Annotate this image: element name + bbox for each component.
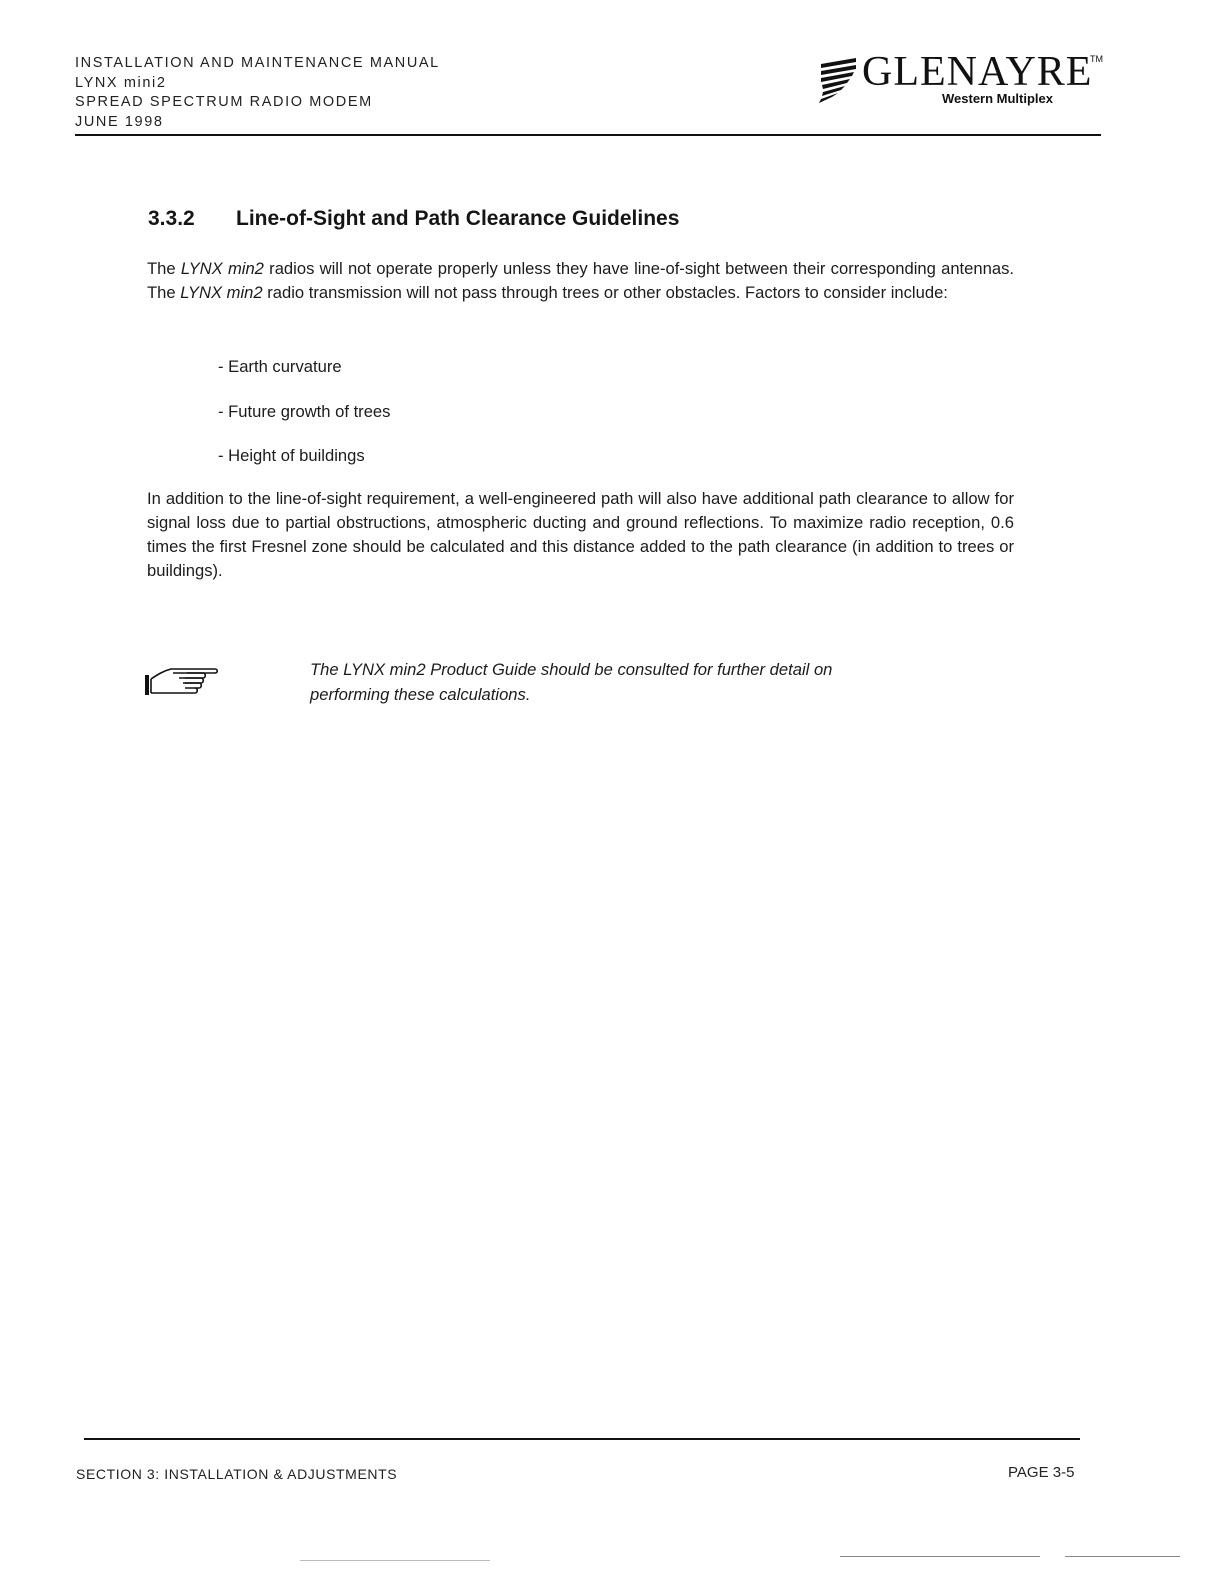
glenayre-logo	[818, 50, 1108, 110]
document-header	[75, 54, 440, 132]
header-product-name: LYNX mini2	[75, 74, 167, 91]
note-text: The LYNX min2 Product Guide should be consulted for further detail on performing these calculations.	[310, 660, 833, 704]
intro-text-3: radio transmission will not pass through trees or other obstacles. Factors to consider include:	[262, 283, 948, 302]
footer-section-label: SECTION 3: INSTALLATION & ADJUSTMENTS	[76, 1466, 398, 1482]
header-product-type: SPREAD SPECTRUM RADIO MODEM	[75, 94, 373, 110]
section-title: Line-of-Sight and Path Clearance Guidelines	[236, 207, 680, 230]
footer-page-number: PAGE 3-5	[1008, 1464, 1075, 1481]
glenayre-wave-icon	[818, 56, 860, 104]
logo-trademark: TM	[1090, 54, 1103, 64]
scan-artifact	[840, 1556, 1040, 1557]
scan-artifact	[300, 1560, 490, 1561]
pointing-hand-icon	[143, 665, 223, 697]
factor-item: - Earth curvature	[218, 357, 342, 376]
scan-artifact	[1065, 1556, 1180, 1557]
logo-subtitle: Western Multiplex	[942, 91, 1054, 106]
factor-item: - Height of buildings	[218, 446, 365, 465]
section-heading	[148, 207, 679, 231]
header-date: JUNE 1998	[75, 113, 164, 130]
intro-text-1: The	[147, 259, 181, 278]
section-number: 3.3.2	[148, 207, 195, 230]
product-name-italic: LYNX min2	[180, 283, 263, 302]
logo-wordmark: GLENAYRE	[862, 49, 1093, 95]
intro-text-2: radios will not operate properly unless they have line-of-sight between their corresponding antennas. The	[147, 259, 1014, 302]
product-name-italic: LYNX min2	[180, 259, 264, 278]
header-manual-title: INSTALLATION AND MAINTENANCE MANUAL	[75, 55, 440, 71]
factor-item: - Future growth of trees	[218, 402, 391, 421]
footer-rule	[84, 1438, 1080, 1440]
clearance-paragraph: In addition to the line-of-sight requirement, a well-engineered path will also have additional path clearance to allow for signal loss due to partial obstructions, atmospheric ducting and ground reflections. To maximize radio reception, 0.6 times the first Fresnel zone should be calculated and this distance added to the path clearance (in addition to trees or buildings).	[147, 489, 1014, 580]
intro-paragraph	[147, 257, 1014, 305]
header-rule	[75, 134, 1101, 136]
